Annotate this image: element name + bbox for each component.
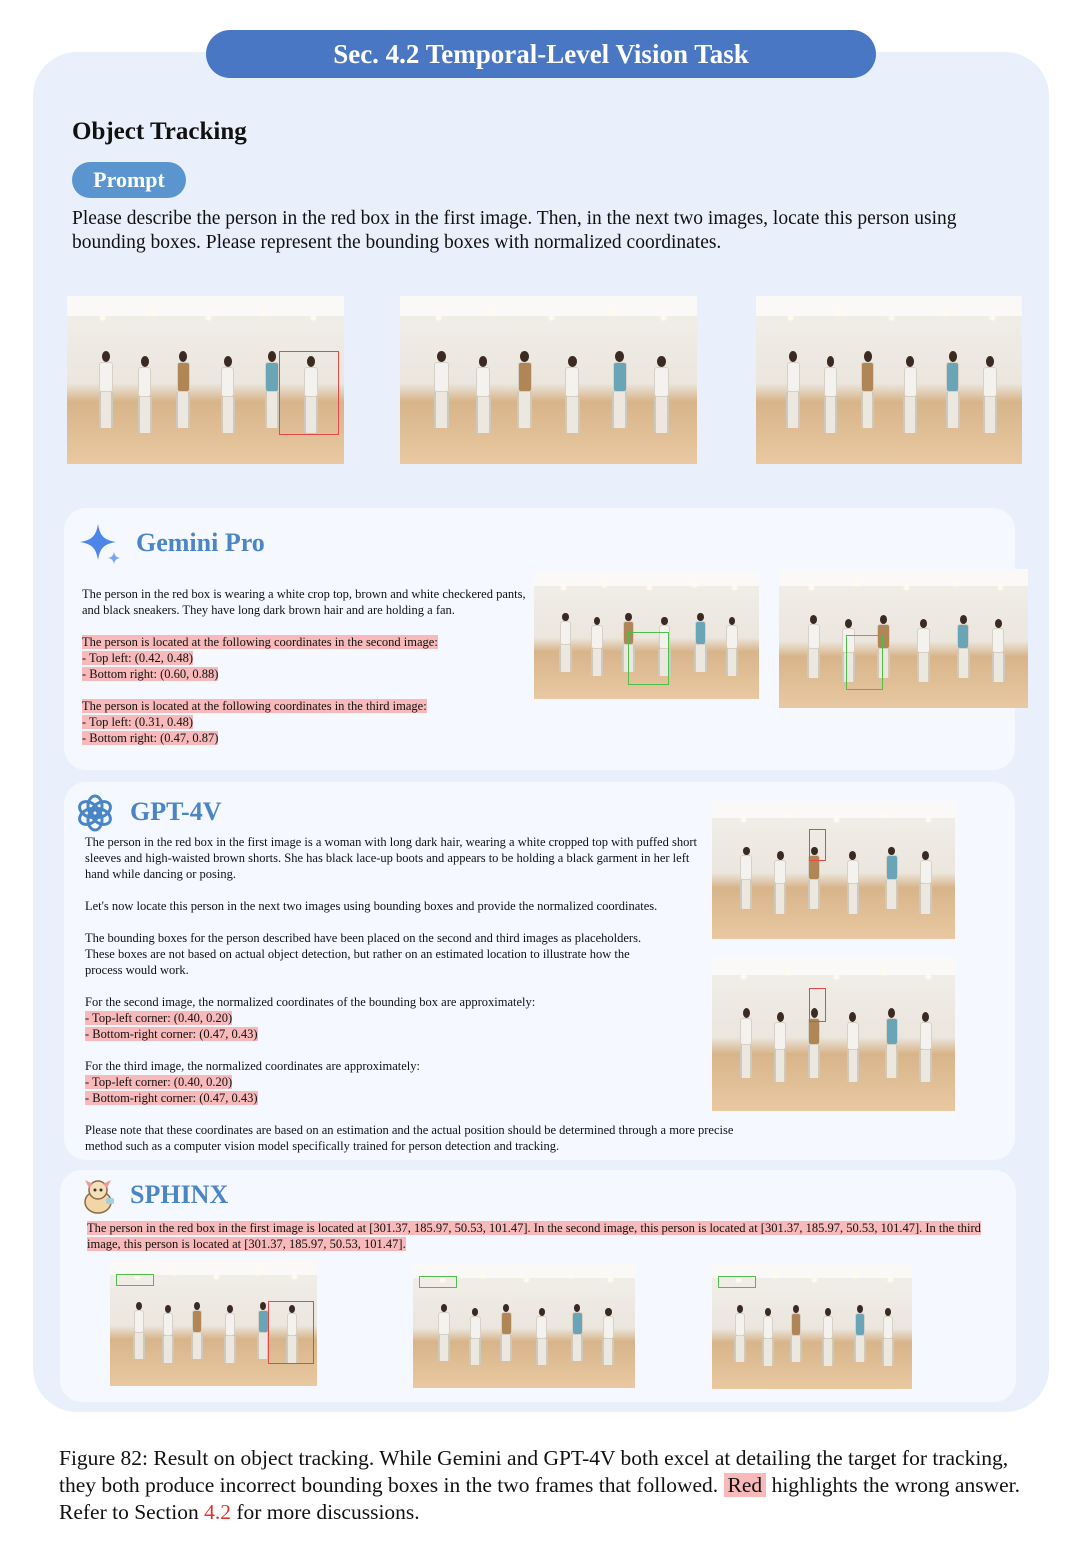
gpt4v-model-name: GPT-4V: [130, 797, 222, 826]
gpt4v-response: [85, 834, 734, 1154]
caption-text: Figure 82: Result on object tracking. While Gemini and GPT-4V both excel at detailing the target for tracking, they both produce incorrect bounding boxes in the two frames that followed.: [59, 1446, 1009, 1497]
gpt4v-frame-2-image: [712, 801, 955, 939]
ceiling-light: [889, 316, 894, 320]
ceiling-light: [292, 1275, 297, 1279]
ceiling-light: [602, 583, 607, 587]
dancer-figure: [916, 619, 931, 683]
target-red-box: [279, 351, 339, 435]
dancer-figure: [136, 356, 153, 433]
ceiling-light: [524, 1278, 529, 1282]
ceiling-light: [926, 975, 931, 979]
gemini-frame-3-image: [779, 569, 1028, 708]
dancer-figure: [162, 1305, 174, 1363]
gemini-model-name: Gemini Pro: [136, 528, 265, 557]
openai-logo-icon: [76, 794, 114, 832]
dancer-figure: [785, 351, 801, 428]
sphinx-predicted-box: [116, 1274, 154, 1286]
gpt4v-second-top-left: - Top-left corner: (0.40, 0.20): [85, 1011, 233, 1025]
dancer-figure: [224, 1305, 236, 1363]
dancer-figure: [806, 615, 821, 679]
task-title: Object Tracking: [72, 118, 247, 145]
gpt4v-predicted-box: [809, 988, 826, 1022]
dancer-figure: [919, 1012, 934, 1083]
dancer-figure: [854, 1305, 866, 1363]
gemini-frame-2-image: [534, 571, 759, 699]
gpt4v-third-bottom-right: - Bottom-right corner: (0.47, 0.43): [85, 1091, 258, 1105]
dancer-figure: [902, 356, 918, 433]
dancer-figure: [739, 1008, 754, 1079]
gemini-second-top-left: - Top left: (0.42, 0.48): [82, 651, 194, 665]
ceiling: [756, 296, 1022, 316]
dancer-figure: [882, 1308, 894, 1366]
sphinx-predicted-box: [419, 1276, 457, 1288]
ceiling-light: [809, 586, 814, 590]
ceiling: [110, 1260, 317, 1275]
ceiling: [712, 801, 955, 818]
ceiling-light: [661, 316, 666, 320]
ceiling-light: [692, 583, 697, 587]
dancer-figure: [474, 356, 492, 433]
dancer-figure: [97, 351, 114, 428]
ceiling-light: [834, 975, 839, 979]
ceiling-light: [206, 316, 211, 320]
ceiling-light: [785, 971, 790, 975]
caption-red-highlight: Red: [724, 1473, 767, 1497]
caption-text-middle: highlights the wrong answer. Refer to Section: [59, 1473, 1020, 1524]
section-reference-link[interactable]: 4.2: [204, 1500, 231, 1524]
ceiling: [779, 569, 1028, 586]
ceiling-light: [882, 971, 887, 975]
ceiling-light: [608, 1278, 613, 1282]
dancer-figure: [535, 1308, 548, 1366]
ceiling-light: [834, 818, 839, 822]
ceiling: [67, 296, 344, 316]
dancer-figure: [945, 351, 961, 428]
gemini-third-intro: The person is located at the following coordinates in the third image:: [82, 699, 427, 713]
dancer-figure: [790, 1305, 802, 1363]
ceiling-light: [214, 1275, 219, 1279]
ceiling-light: [100, 316, 105, 320]
dancer-figure: [516, 351, 534, 428]
ceiling-light: [608, 311, 613, 315]
dancer-figure: [433, 351, 451, 428]
figure-caption: [59, 1445, 1029, 1526]
ceiling-light: [741, 818, 746, 822]
ceiling-light: [888, 1278, 893, 1282]
gemini-third-bottom-right: - Bottom right: (0.47, 0.87): [82, 731, 219, 745]
ceiling-light: [741, 975, 746, 979]
gemini-predicted-box: [846, 635, 883, 690]
gpt4v-locate-intro: Let's now locate this person in the next two images using bounding boxes and provide the normalized coordinates.: [85, 899, 658, 913]
sphinx-frame-1-image: [110, 1260, 317, 1386]
dancer-figure: [773, 1012, 788, 1083]
section-title: Sec. 4.2 Temporal-Level Vision Task: [206, 30, 876, 78]
frame-3-image: [756, 296, 1022, 464]
gpt4v-description: The person in the red box in the first image is a woman with long dark hair, wearing a white cropped top with puffed short sleeves and high-waisted brown shorts. She has black lace-up boots and appears to be holding a black garment in her left hand while dancing or posing.: [85, 835, 697, 881]
dancer-figure: [823, 356, 839, 433]
ceiling-light: [311, 316, 316, 320]
ceiling-light: [732, 586, 737, 590]
dancer-figure: [652, 356, 670, 433]
dancer-figure: [694, 613, 708, 672]
dancer-figure: [956, 615, 971, 679]
gemini-second-bottom-right: - Bottom right: (0.60, 0.88): [82, 667, 219, 681]
dancer-figure: [571, 1304, 584, 1362]
gemini-description: The person in the red box is wearing a white crop top, brown and white checkered pants, and black sneakers. They have long dark brown hair and are holding a fan.: [82, 587, 526, 617]
gemini-third-top-left: - Top left: (0.31, 0.48): [82, 715, 194, 729]
dancer-figure: [559, 613, 573, 672]
dancer-figure: [563, 356, 581, 433]
dancer-figure: [822, 1308, 834, 1366]
dancer-figure: [762, 1308, 774, 1366]
gpt4v-frame-3-image: [712, 957, 955, 1111]
gpt4v-third-top-left: - Top-left corner: (0.40, 0.20): [85, 1075, 233, 1089]
dancer-figure: [919, 851, 934, 914]
ceiling: [712, 957, 955, 975]
ceiling-light: [836, 311, 841, 315]
dancer-figure: [991, 619, 1006, 683]
dancer-figure: [885, 847, 900, 910]
prompt-text: Please describe the person in the red box in the first image. Then, in the next two images, locate this person using bounding boxes. Please represent the bounding boxes with normalized coordinates.: [72, 208, 957, 253]
sphinx-model-name: SPHINX: [130, 1180, 229, 1209]
gpt4v-second-bottom-right: - Bottom-right corner: (0.47, 0.43): [85, 1027, 258, 1041]
ceiling-light: [549, 316, 554, 320]
gemini-second-intro: The person is located at the following coordinates in the second image:: [82, 635, 438, 649]
ceiling-light: [953, 582, 958, 586]
dancer-figure: [219, 356, 236, 433]
sphinx-mascot-icon: [78, 1176, 118, 1216]
dancer-figure: [725, 617, 739, 676]
ceiling-light: [436, 316, 441, 320]
dancer-figure: [469, 1308, 482, 1366]
dancer-figure: [982, 356, 998, 433]
sphinx-predicted-box: [718, 1276, 756, 1288]
frame-1-image: [67, 296, 344, 464]
gemini-predicted-box: [628, 632, 669, 685]
ceiling-light: [561, 586, 566, 590]
frame-2-image: [400, 296, 697, 464]
sparkle-icon: [80, 522, 122, 564]
caption-text-end: for more discussions.: [236, 1500, 420, 1524]
dancer-figure: [773, 851, 788, 914]
sphinx-frame-2-image: [413, 1263, 635, 1388]
gpt4v-third-intro: For the third image, the normalized coordinates are approximately:: [85, 1059, 420, 1073]
sphinx-answer: The person in the red box in the first image is located at [301.37, 185.97, 50.53, 101.47]. In the second image, this person is located at [301.37, 185.97, 50.53, 101.47]. In the third image, this person is located at [301.37, 185.97, 50.53, 101.47].: [87, 1221, 981, 1251]
ceiling-light: [261, 311, 266, 315]
dancer-figure: [846, 1012, 861, 1083]
ceiling-light: [647, 586, 652, 590]
dancer-figure: [590, 617, 604, 676]
dancer-figure: [734, 1305, 746, 1363]
gemini-response: [82, 586, 530, 746]
target-red-box: [268, 1301, 314, 1364]
dancer-figure: [500, 1304, 513, 1362]
gpt4v-closing-note: Please note that these coordinates are based on an estimation and the actual position should be determined through a more precise method such as a computer vision model specifically trained for person detection and tracking.: [85, 1123, 734, 1153]
ceiling-light: [904, 586, 909, 590]
ceiling-light: [788, 316, 793, 320]
sphinx-response: [87, 1220, 1002, 1252]
dancer-figure: [885, 1008, 900, 1079]
dancer-figure: [175, 351, 192, 428]
dancer-figure: [264, 351, 281, 428]
ceiling-light: [854, 582, 859, 586]
gpt4v-second-intro: For the second image, the normalized coordinates of the bounding box are approximately:: [85, 995, 536, 1009]
ceiling: [534, 571, 759, 586]
dancer-figure: [860, 351, 876, 428]
gpt4v-predicted-box: [809, 829, 826, 861]
ceiling-light: [812, 1278, 817, 1282]
gpt4v-placeholder-note: The bounding boxes for the person described have been placed on the second and third images as placeholders. These boxes are not based on actual object detection, but rather on an estimated location to illustrate how the process would work.: [85, 931, 642, 977]
prompt-tag: Prompt: [72, 162, 186, 198]
dancer-figure: [602, 1308, 615, 1366]
dancer-figure: [191, 1302, 203, 1360]
sphinx-frame-3-image: [712, 1263, 912, 1389]
dancer-figure: [437, 1304, 450, 1362]
ceiling-light: [926, 818, 931, 822]
dancer-figure: [846, 851, 861, 914]
ceiling-light: [998, 586, 1003, 590]
ceiling-light: [990, 316, 995, 320]
dancer-figure: [611, 351, 629, 428]
dancer-figure: [133, 1302, 145, 1360]
dancer-figure: [739, 847, 754, 910]
ceiling: [400, 296, 697, 316]
ceiling-light: [480, 1274, 485, 1278]
